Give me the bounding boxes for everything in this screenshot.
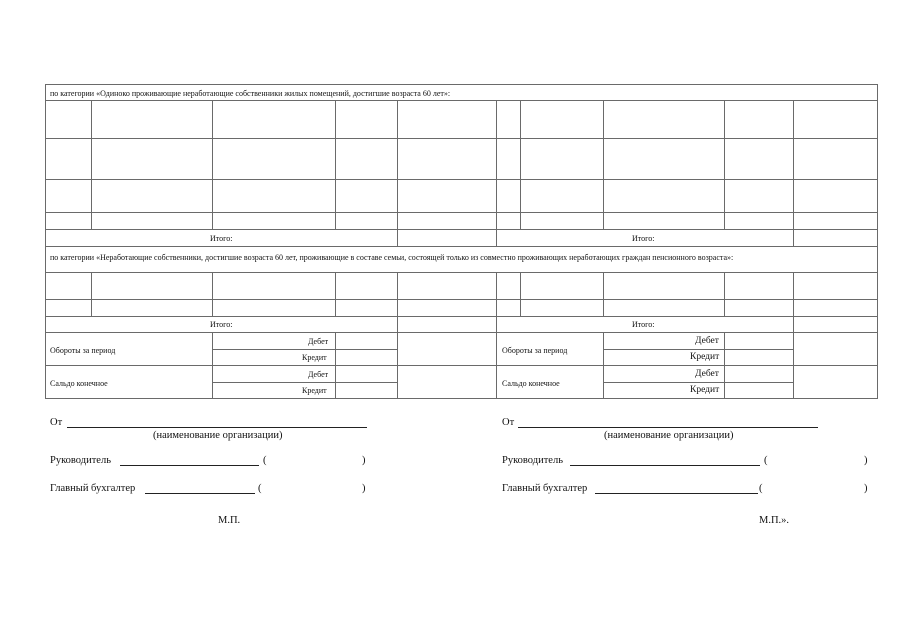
debit-label-left-1: Дебет bbox=[308, 337, 329, 346]
accountant-open-paren-right: ( bbox=[759, 483, 763, 494]
accountant-signature-field-left[interactable] bbox=[145, 493, 255, 494]
credit-label-right-1: Кредит bbox=[690, 352, 720, 362]
credit-label-right-2: Кредит bbox=[690, 385, 720, 395]
turnover-label-right: Обороты за период bbox=[502, 346, 568, 355]
director-open-paren-right: ( bbox=[764, 455, 768, 466]
itogo-label-left-2: Итого: bbox=[210, 320, 233, 329]
debit-label-left-2: Дебет bbox=[308, 370, 329, 379]
category1-label: по категории «Одиноко проживающие неработающие собственники жилых помещений, достигшие возраста 60 лет»: bbox=[50, 89, 451, 98]
from-label-right: От bbox=[502, 417, 515, 428]
director-label-right: Руководитель bbox=[502, 455, 563, 466]
category2-label: по категории «Неработающие собственники, достигшие возраста 60 лет, проживающие в составе семьи, состоящей только из совместно проживающих неработающих граждан пенсионного возраста»: bbox=[50, 253, 734, 262]
accountant-close-paren-left: ) bbox=[362, 483, 366, 494]
director-label-left: Руководитель bbox=[50, 455, 111, 466]
org-caption-right: (наименование организации) bbox=[604, 430, 734, 441]
balance-label-right: Сальдо конечное bbox=[502, 379, 560, 388]
org-name-field-left[interactable] bbox=[67, 427, 367, 428]
director-open-paren-left: ( bbox=[263, 455, 267, 466]
stamp-label-left: М.П. bbox=[218, 515, 241, 526]
accountant-open-paren-left: ( bbox=[258, 483, 262, 494]
itogo-label-right-1: Итого: bbox=[632, 234, 655, 243]
from-label-left: От bbox=[50, 417, 63, 428]
director-close-paren-left: ) bbox=[362, 455, 366, 466]
director-signature-field-right[interactable] bbox=[570, 465, 760, 466]
director-signature-field-left[interactable] bbox=[120, 465, 259, 466]
accountant-signature-field-right[interactable] bbox=[595, 493, 758, 494]
org-name-field-right[interactable] bbox=[518, 427, 818, 428]
debit-label-right-1: Дебет bbox=[695, 336, 719, 346]
credit-label-left-2: Кредит bbox=[302, 386, 327, 395]
credit-label-left-1: Кредит bbox=[302, 353, 327, 362]
stamp-label-right: М.П.». bbox=[759, 515, 790, 526]
org-caption-left: (наименование организации) bbox=[153, 430, 283, 441]
accountant-close-paren-right: ) bbox=[864, 483, 868, 494]
accountant-label-left: Главный бухгалтер bbox=[50, 483, 136, 494]
director-close-paren-right: ) bbox=[864, 455, 868, 466]
debit-label-right-2: Дебет bbox=[695, 369, 719, 379]
balance-label-left: Сальдо конечное bbox=[50, 379, 108, 388]
accountant-label-right: Главный бухгалтер bbox=[502, 483, 588, 494]
itogo-label-right-2: Итого: bbox=[632, 320, 655, 329]
itogo-label-left-1: Итого: bbox=[210, 234, 233, 243]
turnover-label-left: Обороты за период bbox=[50, 346, 116, 355]
